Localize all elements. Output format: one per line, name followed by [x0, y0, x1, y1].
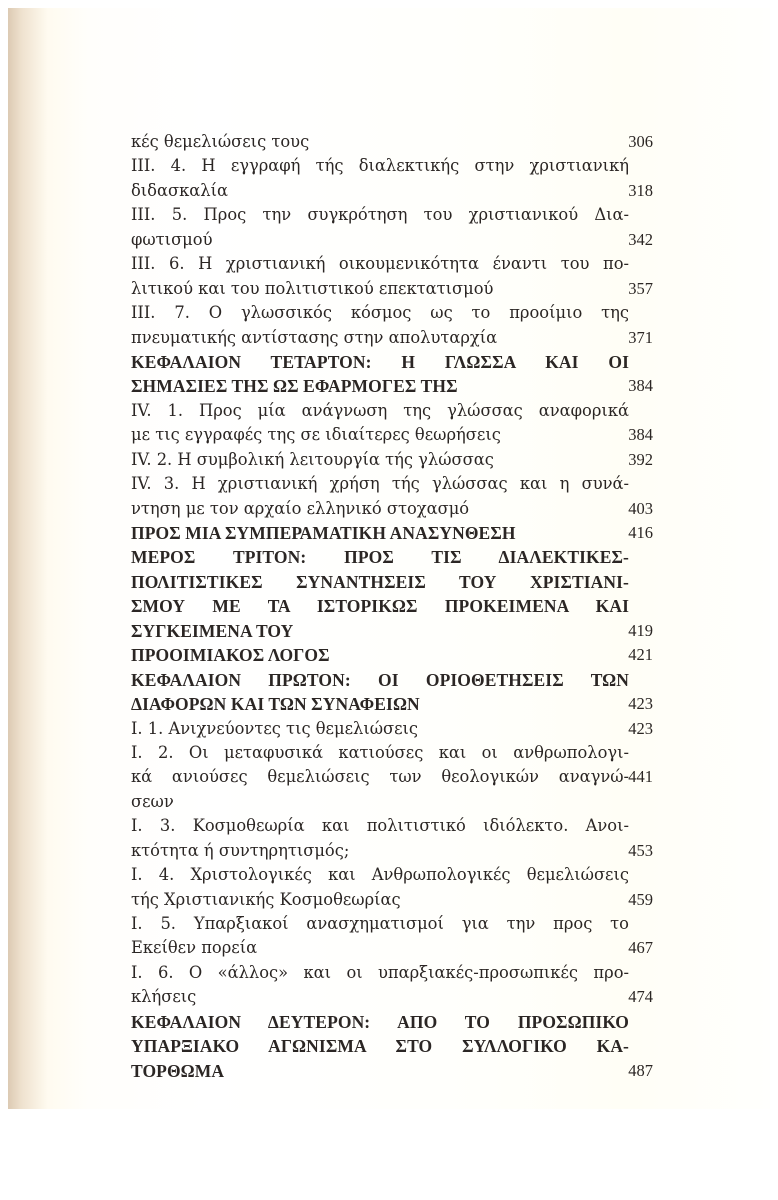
toc-entry-line	[131, 228, 653, 252]
toc-entry-text: IV. 2. Η συμβολική λειτουργία τής γλώσσας	[131, 449, 494, 469]
toc-entry-text: λιτικού και του πολιτιστικού επεκτατισμού	[131, 278, 494, 298]
book-page	[8, 8, 770, 1109]
toc-entry-text: ΚΕΦΑΛΑΙΟΝ ΤΕΤΑΡΤΟΝ: Η ΓΛΩΣΣΑ ΚΑΙ ΟΙ	[131, 351, 629, 372]
toc-entry-text: ΠΡΟΟΙΜΙΑΚΟΣ ΛΟΓΟΣ	[131, 645, 330, 666]
toc-page-number: 441	[628, 767, 653, 787]
toc-entry-text: Εκείθεν πορεία	[131, 938, 258, 958]
toc-heading-line	[131, 692, 653, 716]
toc-entry-text: I. 4. Χριστολογικές και Ανθρωπολογικές θεμελιώσεις	[131, 865, 629, 885]
toc-entry-line	[131, 423, 653, 447]
toc-page-number: 342	[628, 229, 653, 249]
toc-entry-text: I. 2. Οι μεταφυσικά κατιούσες και οι ανθρωπολογι-	[131, 742, 629, 762]
toc-heading-line	[131, 594, 653, 618]
toc-entry-line	[131, 741, 653, 765]
toc-entry-line	[131, 472, 653, 496]
toc-entry-line	[131, 399, 653, 423]
toc-entry-text: κτότητα ή συντηρητισμός;	[131, 840, 350, 860]
toc-entry-text: με τις εγγραφές της σε ιδιαίτερες θεωρήσεις	[131, 425, 501, 445]
toc-page-number: 419	[628, 620, 653, 640]
toc-entry-line	[131, 277, 653, 301]
toc-entry-line	[131, 985, 653, 1009]
toc-page-number: 459	[628, 889, 653, 909]
toc-entry-line	[131, 863, 653, 887]
toc-heading-line	[131, 350, 653, 374]
toc-heading-line	[131, 374, 653, 398]
toc-entry-line	[131, 203, 653, 227]
toc-entry-text: III. 5. Προς την συγκρότηση του χριστιανικού Δια-	[131, 205, 629, 225]
toc-heading-line	[131, 1010, 653, 1034]
toc-entry-text: ΠΟΛΙΤΙΣΤΙΚΕΣ ΣΥΝΑΝΤΗΣΕΙΣ ΤΟΥ ΧΡΙΣΤΙΑΝΙ-	[131, 571, 629, 592]
toc-page-number: 403	[628, 498, 653, 518]
toc-entry-text: ΣΗΜΑΣΙΕΣ ΤΗΣ ΩΣ ΕΦΑΡΜΟΓΕΣ ΤΗΣ	[131, 376, 458, 397]
toc-entry-line	[131, 765, 653, 789]
toc-entry-line	[131, 497, 653, 521]
toc-entry-text: I. 3. Κοσμοθεωρία και πολιτιστικό ιδιόλεκτο. Ανοι-	[131, 816, 629, 836]
toc-entry-text: ΠΡΟΣ ΜΙΑ ΣΥΜΠΕΡΑΜΑΤΙΚΗ ΑΝΑΣΥΝΘΕΣΗ	[131, 523, 516, 543]
toc-entry-text: III. 7. Ο γλωσσικός κόσμος ως το προοίμιο της	[131, 303, 629, 323]
toc-page-number: 416	[628, 523, 653, 542]
toc-entry-text: κές θεμελιώσεις τους	[131, 132, 310, 151]
toc-entry-line	[131, 936, 653, 960]
toc-heading-line	[131, 545, 653, 569]
toc-entry-text: φωτισμού	[131, 229, 213, 249]
toc-entry-text: ΚΕΦΑΛΑΙΟΝ ΔΕΥΤΕΡΟΝ: ΑΠΟ ΤΟ ΠΡΟΣΩΠΙΚΟ	[131, 1011, 629, 1032]
toc-page-number: 421	[628, 645, 653, 665]
toc-entry-line	[131, 839, 653, 863]
toc-heading-line	[131, 643, 653, 667]
toc-entry-text: ΜΕΡΟΣ ΤΡΙΤΟΝ: ΠΡΟΣ ΤΙΣ ΔΙΑΛΕΚΤΙΚΕΣ-	[131, 547, 629, 568]
toc-entry-line	[131, 961, 653, 985]
toc-heading-line	[131, 1059, 653, 1083]
toc-page-number: 357	[628, 278, 653, 298]
toc-entry-text: ΤΟΡΘΩΜΑ	[131, 1060, 225, 1081]
toc-entry-text: I. 1. Ανιχνεύοντες τις θεμελιώσεις	[131, 718, 419, 738]
toc-entry-text: κά ανιούσες θεμελιώσεις των θεολογικών αναγνώ-	[131, 767, 629, 787]
toc-page-number: 318	[628, 180, 653, 200]
toc-entry-line	[131, 888, 653, 912]
toc-page-number: 453	[628, 840, 653, 860]
toc-heading-line	[131, 668, 653, 692]
toc-entry-line	[131, 912, 653, 936]
toc-entry-line	[131, 154, 653, 178]
toc-page-number: 392	[628, 449, 653, 469]
toc-page-number: 487	[628, 1060, 653, 1080]
toc-entry-line	[131, 448, 653, 472]
toc-entry-text: κλήσεις	[131, 987, 197, 1007]
toc-entry-text: πνευματικής αντίστασης στην απολυταρχία	[131, 327, 498, 347]
toc-entry-line	[131, 252, 653, 276]
toc-entry-text: ΥΠΑΡΞΙΑΚΟ ΑΓΩΝΙΣΜΑ ΣΤΟ ΣΥΛΛΟΓΙΚΟ ΚΑ-	[131, 1036, 629, 1057]
toc-page-number: 423	[628, 694, 653, 714]
toc-entry-line	[131, 790, 653, 814]
toc-page-number: 384	[628, 425, 653, 445]
toc-page-number: 467	[628, 938, 653, 958]
toc-entry-line	[131, 814, 653, 838]
toc-entry-text: III. 6. Η χριστιανική οικουμενικότητα έναντι του πο-	[131, 254, 629, 274]
toc-heading-line	[131, 1034, 653, 1058]
toc-heading-line	[131, 570, 653, 594]
toc-entry-text: ΔΙΑΦΟΡΩΝ ΚΑΙ ΤΩΝ ΣΥΝΑΦΕΙΩΝ	[131, 694, 420, 715]
toc-page-number: 474	[628, 987, 653, 1007]
toc-entry-text: IV. 1. Προς μία ανάγνωση της γλώσσας αναφορικά	[131, 400, 629, 420]
toc-entry-text: διδασκαλία	[131, 180, 228, 200]
table-of-contents	[131, 130, 653, 1083]
toc-entry-text: III. 4. Η εγγραφή τής διαλεκτικής στην χριστιανική	[131, 156, 629, 176]
toc-entry-text: I. 5. Υπαρξιακοί ανασχηματισμοί για την προς το	[131, 914, 629, 933]
toc-page-number: 384	[628, 376, 653, 396]
toc-heading-line	[131, 619, 653, 643]
toc-entry-line	[131, 301, 653, 325]
toc-entry-text: σεων	[131, 791, 174, 811]
toc-entry-text: IV. 3. Η χριστιανική χρήση τής γλώσσας και η συνά-	[131, 474, 629, 494]
toc-entry-text: ΣΜΟΥ ΜΕ ΤΑ ΙΣΤΟΡΙΚΩΣ ΠΡΟΚΕΙΜΕΝΑ ΚΑΙ	[131, 596, 629, 617]
toc-entry-line	[131, 130, 653, 154]
toc-heading-line	[131, 521, 653, 545]
toc-entry-line	[131, 326, 653, 350]
toc-page-number: 306	[628, 132, 653, 151]
toc-entry-line	[131, 717, 653, 741]
toc-entry-text: ΚΕΦΑΛΑΙΟΝ ΠΡΩΤΟΝ: ΟΙ ΟΡΙΟΘΕΤΗΣΕΙΣ ΤΩΝ	[131, 669, 629, 690]
toc-entry-text: ΣΥΓΚΕΙΜΕΝΑ ΤΟΥ	[131, 620, 294, 641]
toc-page-number: 423	[628, 718, 653, 738]
toc-page-number: 371	[628, 327, 653, 347]
toc-entry-text: ντηση με τον αρχαίο ελληνικό στοχασμό	[131, 498, 470, 518]
toc-entry-text: I. 6. Ο «άλλος» και οι υπαρξιακές-προσωπικές προ-	[131, 962, 629, 982]
toc-entry-line	[131, 179, 653, 203]
toc-entry-text: τής Χριστιανικής Κοσμοθεωρίας	[131, 889, 401, 909]
